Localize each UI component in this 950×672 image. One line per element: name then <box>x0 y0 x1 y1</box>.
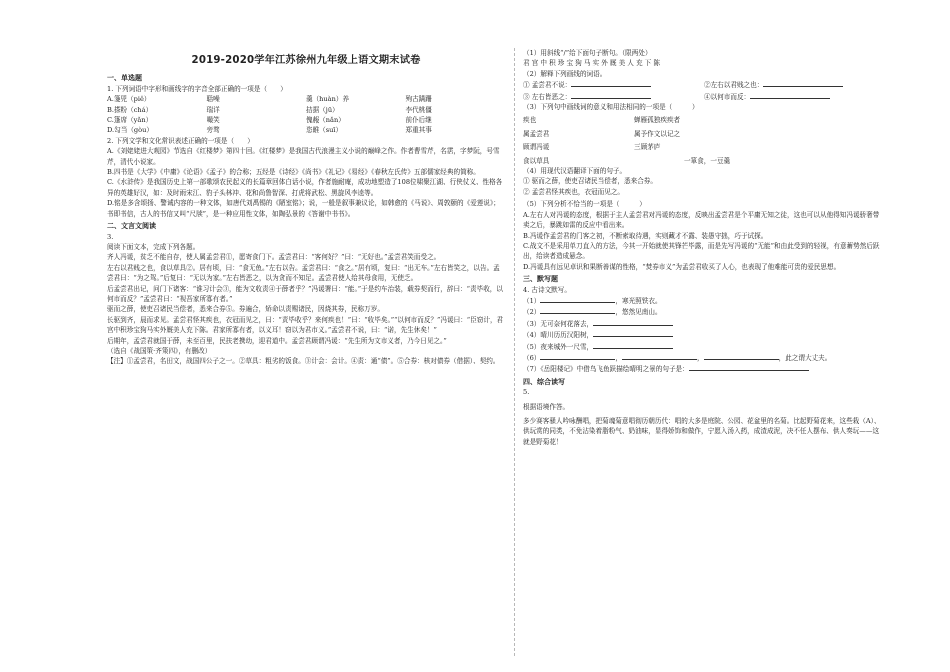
passage-paragraph: 齐人冯谖，贫乏不能自存，使人属孟尝君①，愿寄食门下。孟尝君曰：“客何好？”曰：“无好也。”孟尝君笑而受之。 <box>107 253 441 262</box>
subquestion: （5）下列分析不恰当的一项是（ ） <box>523 200 646 209</box>
question-stem: 4. 古诗文默写。 <box>523 285 571 294</box>
translate-item: ② 孟尝君怪其疾也，衣冠而见之。 <box>523 187 625 196</box>
answer-blank[interactable] <box>763 79 843 87</box>
compare-row: 食以草具 一箪食，一豆羹 <box>523 156 731 165</box>
option-text: B.四书是《大学》《中庸》《论语》《孟子》的合称；五经是《诗经》《尚书》《礼记》《易经》《春秋左氏传》五部儒家经典的简称。 <box>107 168 480 177</box>
answer-blank[interactable] <box>593 329 673 337</box>
blank-row: ① 孟尝君不说： ②左右以君贱之也： <box>523 79 885 90</box>
answer-blank[interactable] <box>540 352 615 360</box>
section-heading: 二、文言文阅读 <box>107 222 156 231</box>
option-row: C.篷席（yǎn） 嘬笑 傀赧（nǎn） 前仆后继 <box>107 116 432 125</box>
option-row: A.箋兕（piě） 聒噪 羹（huàn）养 殉古蹒跚 <box>107 95 432 104</box>
compare-row: 属孟尝君 属予作文以记之 <box>523 129 681 138</box>
option-text: C.战文不是采用单刀直入的方法，今其一开始就使其锋芒毕露，而是先写冯谖的“无能”和由此受到的轻视，有意蓄势然后跃出，给读者造成悬念。 <box>523 241 880 261</box>
dictation-item: （7）《岳阳楼记》中借鸟飞鱼跃描绘晴明之景的句子是： <box>523 363 885 374</box>
answer-blank[interactable] <box>540 295 615 303</box>
answer-blank[interactable] <box>622 352 697 360</box>
dictation-item: （1） ，寒光照铁衣。 <box>523 296 662 305</box>
dictation-item: （2） ，悠然见南山。 <box>523 308 662 317</box>
question-stem: 2. 下列文学和文化常识表述正确的一项是（ ） <box>107 136 254 145</box>
option-row: D.勾当（gòu） 旁骛 恣睢（suī） 郑重其事 <box>107 126 432 135</box>
answer-blank[interactable] <box>540 306 615 314</box>
subquestion-text: 君 宫 中 积 珍 宝 狗 马 实 外 厩 美 人 充 下 陈 <box>523 59 660 68</box>
blank-row: ③ 左右皆恶之： ④以何市而反： <box>523 91 885 102</box>
passage-intro: 阅读下面文本，完成下列各题。 <box>107 242 200 251</box>
subquestion: （1）用斜线“/”给下面句子断句。（限两处） <box>523 49 652 57</box>
dictation-item: （5）夜来城外一尺雪， <box>523 341 885 352</box>
dictation-item: （6） ， ， ，此之谓大丈夫。 <box>523 353 832 362</box>
section-heading: 三、默写题 <box>523 275 558 284</box>
section-heading: 四、综合读写 <box>523 377 565 386</box>
column-divider <box>514 48 515 656</box>
passage-paragraph: 后孟尝君出记，问门下诸客：“谁习计会③，能为文收责④于薛者乎？”冯谖署曰：“能。”于是约车治装，载券契而行，辞曰：“责毕收，以何市而反？”孟尝君曰：“视吾家所寡有者。” <box>107 284 503 303</box>
answer-blank[interactable] <box>571 91 651 99</box>
option-text: D.冯谖具有远见卓识和果断善谋的性格，“焚券市义”为孟尝君收买了人心，也表现了他难能可贵的爱民思想。 <box>523 262 841 271</box>
question-number: 5. <box>523 388 530 397</box>
translate-item: ① 驱而之薛，使吏召诸民当偿者，悉来合券。 <box>523 177 657 186</box>
answer-blank[interactable] <box>593 318 673 326</box>
dictation-item: （3）无可奈何花落去， <box>523 318 885 329</box>
question-stem: 1. 下列词语中字形和画线字的字音全部正确的一项是（ ） <box>107 84 287 93</box>
answer-blank[interactable] <box>750 91 830 99</box>
option-text: A.《刘姥姥进大观园》节选自《红楼梦》第四十回。《红楼梦》是我国古代浪漫主义小说的巅峰之作。作者曹雪芹，名霑，字梦阮，号雪芹，清代小说家。 <box>107 147 500 166</box>
option-text: B.冯谖作孟尝君的门客之初，不断索取待遇，实则藏才不露、装愚守拙，巧于试探。 <box>523 231 768 240</box>
answer-blank[interactable] <box>689 363 809 371</box>
subquestion: （2）解释下列画线的词语。 <box>523 69 607 78</box>
right-column <box>523 0 885 447</box>
passage-intro: 根据语境作答。 <box>523 402 570 411</box>
passage-notes: 【注】①孟尝君，名田文，战国四公子之一。②草具：粗劣的饭食。③计会：会计。④责：通“债”。⑤合券：核对债券（借据）、契约。 <box>107 357 500 366</box>
page-title: 2019-2020学年江苏徐州九年级上语文期末试卷 <box>191 55 421 66</box>
answer-blank[interactable] <box>571 79 651 87</box>
answer-blank[interactable] <box>704 352 779 360</box>
passage-source: （选自《战国策·齐策四》，有删改） <box>107 346 212 355</box>
answer-blank[interactable] <box>593 341 673 349</box>
compare-row: 疾也 蝉雁孤独疾疾者 <box>523 116 681 125</box>
passage-paragraph: 后期年，孟尝君就国于薛，未至百里，民扶老携幼，迎君道中。孟尝君顾谓冯谖：“先生所为文市义者，乃今日见之。” <box>107 336 447 345</box>
dictation-item: （4）晴川历历汉阳树， <box>523 329 885 340</box>
option-text: C.《水浒传》是我国历史上第一部歌颂农民起义的长篇章回体白话小说，作者施耐庵，成功地塑造了108位啸聚江湖、行侠仗义、性格各异的英雄好汉，如：及时雨宋江、豹子头林冲、花和尚鲁智深、打虎将武松、黑旋风李逵等。 <box>107 178 503 197</box>
section-heading: 一、单选题 <box>107 74 142 83</box>
passage-paragraph: 多少赛客骚人吟咏酬唱，把菊魂菊意唱彻历朝历代：唱的大多是庭院、公园、花盆里的名菊。比起野菊花来，这些栽（A）、供玩赏的同类，不免沾染着脂粉气、奶油味，显得娇饰和做作，宁愿入汤入药，成渣成泥，决不任人摆布、供人奏玩——这就是野菊花！ <box>523 417 881 446</box>
option-text: D.铭是多含颂扬、警诫内容的一种文体，如唐代刘禹锡的《陋室铭》；说，一般是叙事兼议论，如韩愈的《马说》、周敦颐的《爱莲说》；书即书信，古人的书信又叫“尺牍”，是一种应用性文体，如陶弘景的《答谢中书书》。 <box>107 199 500 218</box>
subquestion: （3）下列句中画线词的意义和用法相同的一项是（ ） <box>523 103 699 112</box>
compare-row: 顾谓冯谖 三顾茅庐 <box>523 143 661 152</box>
passage-paragraph: 驱而之薛，使吏召诸民当偿者，悉来合券⑤。券遍合，矫命以责赐诸民，因烧其券，民称万岁。 <box>107 305 384 314</box>
subquestion: （4）用现代汉语翻译下面的句子。 <box>523 167 627 176</box>
passage-paragraph: 左右以君贱之也，食以草具②。居有顷，曰：“食无鱼。”左右以告。孟尝君曰：“食之。”居有顷，复曰：“出无车。”左右皆笑之，以告。孟尝君曰：“为之驾。”后复曰：“无以为家。”左右皆恶之，以为贪而不知足。孟尝君使人给其母食用，无使乏。 <box>107 263 500 283</box>
left-column <box>107 0 505 367</box>
option-row: B.搽粉（chá） 瑞详 拮据（jū） 李代桃僵 <box>107 105 432 114</box>
option-text: A.左右人对冯谖的态度，根据于主人孟尝君对冯谖的态度，反映出孟尝君是个平庸无知之徒，这也可以从他得知冯谖骄奢带卖之后，暴跳如雷的反应中看出来。 <box>523 210 880 230</box>
question-number: 3. <box>107 232 114 241</box>
passage-paragraph: 长驱到齐，晨而求见。孟尝君怪其疾也，衣冠而见之，曰：“责毕收乎？来何疾也！”曰：“收毕矣。”“以何市而反？”冯谖曰：“臣窃计，君宫中积珍宝狗马实外厩美人充下陈。君家所寡有者，以义耳！窃以为君市义。”孟尝君不说，曰：“诺，先生休矣！” <box>107 315 504 335</box>
